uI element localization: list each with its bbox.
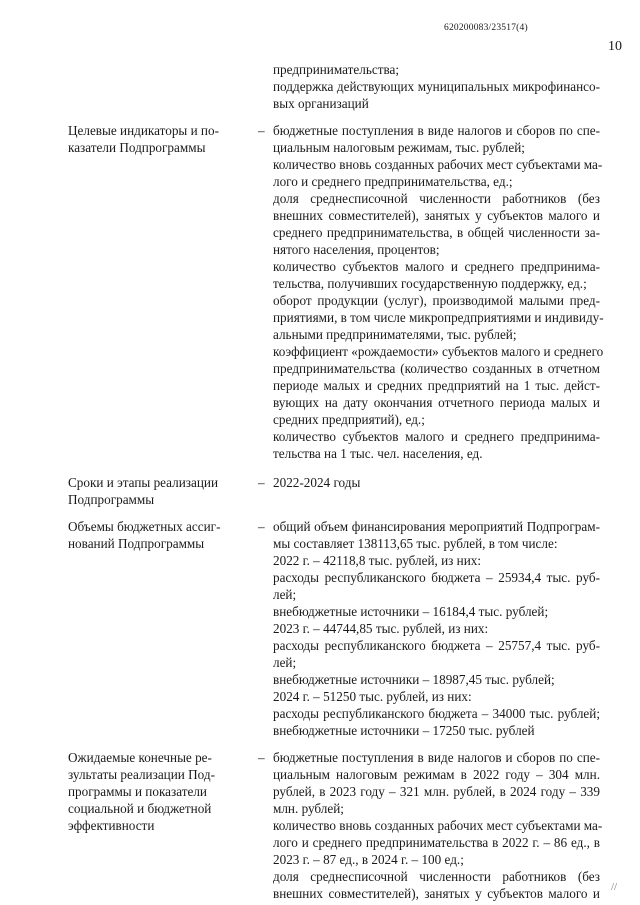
section-line: 2022-2024 годы xyxy=(273,475,361,490)
section-label: Ожидаемые конечные ре- xyxy=(68,750,212,765)
section-dash: – xyxy=(258,519,265,534)
section-line: общий объем финансирования мероприятий Подпрограм- xyxy=(273,519,600,534)
section-line: вующих на дату окончания отчетного периода малых и xyxy=(273,395,600,410)
section-label: программы и показатели xyxy=(68,784,207,799)
section-dash: – xyxy=(258,123,265,138)
section-line: лей; xyxy=(273,587,297,602)
section-line: внебюджетные источники – 18987,45 тыс. рублей; xyxy=(273,672,555,687)
section-line: внешних совместителей), занятых у субъектов малого и xyxy=(273,886,600,901)
section-label: Подпрограммы xyxy=(68,492,155,507)
section-label: зультаты реализации Под- xyxy=(68,767,215,782)
section-line: внебюджетные источники – 16184,4 тыс. рублей; xyxy=(273,604,549,619)
corner-mark: // xyxy=(611,881,618,893)
section-line: расходы республиканского бюджета – 25757,4 тыс. руб- xyxy=(273,638,600,653)
section-line: внешних совместителей), занятых у субъектов малого и xyxy=(273,208,600,223)
section-line: лого и среднего предпринимательства в 2022 г. – 86 ед., в xyxy=(273,835,600,850)
section-line: среднего предпринимательства, в общей численности за- xyxy=(273,225,600,240)
section-line: количество вновь созданных рабочих мест субъектами ма- xyxy=(273,157,603,172)
section-line: 2023 г. – 87 ед., в 2024 г. – 100 ед.; xyxy=(273,852,464,867)
section-dash: – xyxy=(258,475,265,490)
intro-line: предпринимательства; xyxy=(273,62,400,77)
intro-line: поддержка действующих муниципальных микрофинансо- xyxy=(273,79,600,94)
section-line: приятиями, в том числе микропредприятиями и индивиду- xyxy=(273,310,604,325)
section-line: рублей, в 2023 году – 321 млн. рублей, в 2024 году – 339 xyxy=(273,784,600,799)
section-line: бюджетные поступления в виде налогов и сборов по спе- xyxy=(273,123,600,138)
section-line: доля среднесписочной численности работников (без xyxy=(273,869,600,884)
section-label: Сроки и этапы реализации xyxy=(68,475,219,490)
section-line: 2022 г. – 42118,8 тыс. рублей, из них: xyxy=(273,553,482,568)
section-label: казатели Подпрограммы xyxy=(68,140,206,155)
section-line: внебюджетные источники – 17250 тыс. рублей xyxy=(273,723,535,738)
section-line: расходы республиканского бюджета – 34000 тыс. рублей; xyxy=(273,706,600,721)
section-line: бюджетные поступления в виде налогов и сборов по спе- xyxy=(273,750,600,765)
section-line: нятого населения, процентов; xyxy=(273,242,440,257)
section-line: циальным налоговым режимам в 2022 году – 304 млн. xyxy=(273,767,600,782)
document-id: 620200083/23517(4) xyxy=(444,23,528,33)
section-line: тельства, получивших государственную поддержку, ед.; xyxy=(273,276,587,291)
section-label: нований Подпрограммы xyxy=(68,536,205,551)
page-number: 10 xyxy=(608,39,622,54)
intro-line: вых организаций xyxy=(273,96,369,111)
section-dash: – xyxy=(258,750,265,765)
section-line: количество вновь созданных рабочих мест субъектами ма- xyxy=(273,818,603,833)
section-line: циальным налоговым режимам, тыс. рублей; xyxy=(273,140,525,155)
section-line: количество субъектов малого и среднего предпринима- xyxy=(273,259,600,274)
section-line: доля среднесписочной численности работников (без xyxy=(273,191,600,206)
section-line: мы составляет 138113,65 тыс. рублей, в том числе: xyxy=(273,536,558,551)
section-line: количество субъектов малого и среднего предпринима- xyxy=(273,429,600,444)
section-label: социальной и бюджетной xyxy=(68,801,212,816)
section-label: Объемы бюджетных ассиг- xyxy=(68,519,221,534)
section-line: тельства на 1 тыс. чел. населения, ед. xyxy=(273,446,483,461)
section-line: периоде малых и средних предприятий на 1 тыс. дейст- xyxy=(273,378,600,393)
section-line: 2024 г. – 51250 тыс. рублей, из них: xyxy=(273,689,472,704)
section-line: расходы республиканского бюджета – 25934,4 тыс. руб- xyxy=(273,570,600,585)
section-line: 2023 г. – 44744,85 тыс. рублей, из них: xyxy=(273,621,489,636)
section-label: Целевые индикаторы и по- xyxy=(68,123,219,138)
section-line: предпринимательства (количество созданных в отчетном xyxy=(273,361,600,376)
section-line: лого и среднего предпринимательства, ед.; xyxy=(273,174,513,189)
section-line: лей; xyxy=(273,655,297,670)
section-label: эффективности xyxy=(68,818,155,833)
section-line: млн. рублей; xyxy=(273,801,344,816)
section-line: средних предприятий), ед.; xyxy=(273,412,425,427)
section-line: оборот продукции (услуг), производимой малыми пред- xyxy=(273,293,600,308)
section-line: альными предпринимателями, тыс. рублей; xyxy=(273,327,517,342)
section-line: коэффициент «рождаемости» субъектов малого и среднего xyxy=(273,344,604,359)
